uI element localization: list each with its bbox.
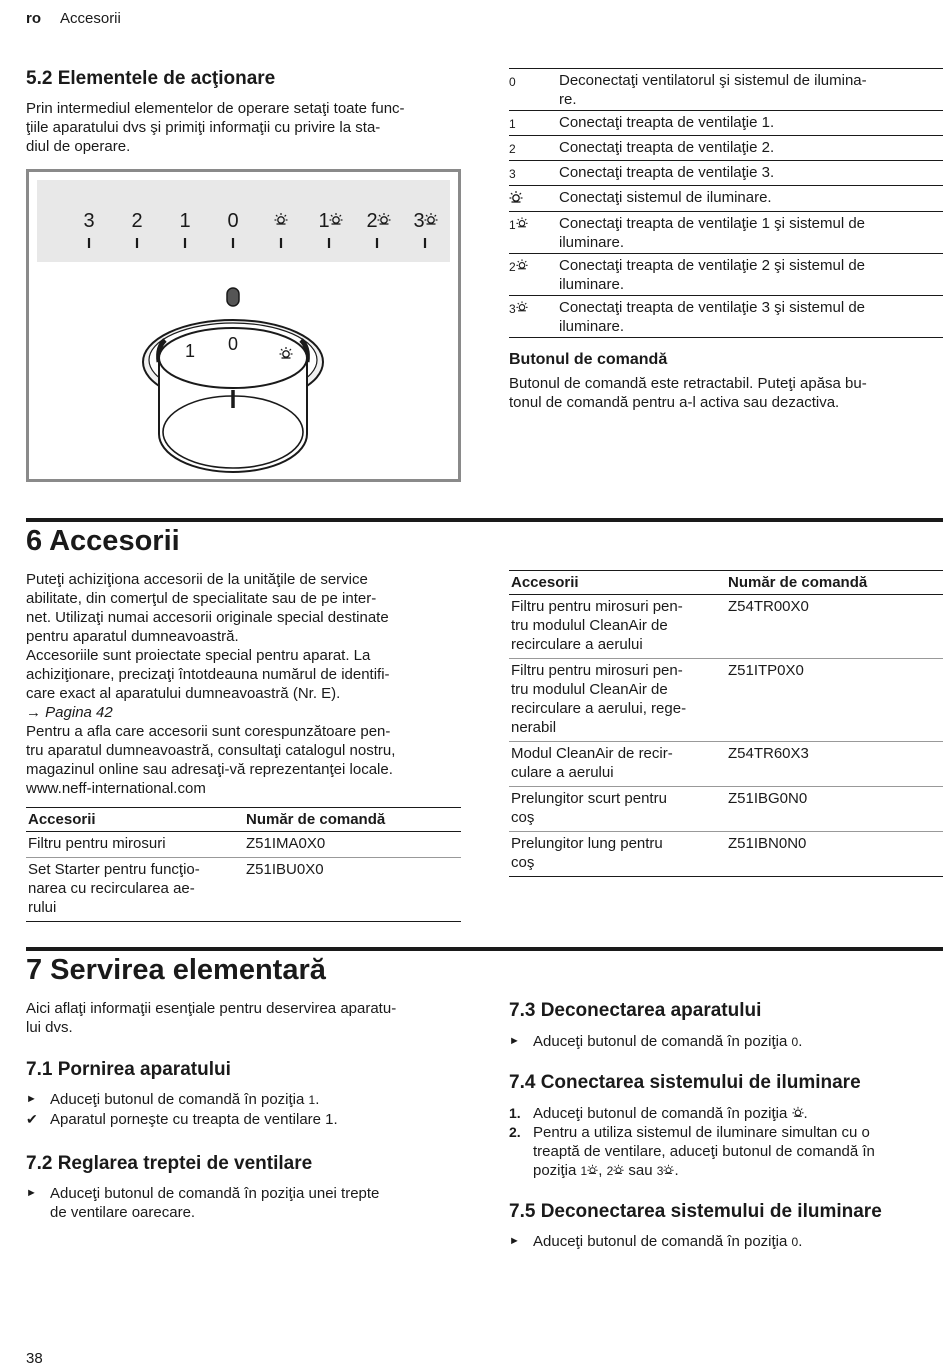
table-header-row: [26, 808, 461, 832]
chapter-6-body: [26, 570, 466, 798]
step-number: 1.: [509, 1105, 521, 1121]
section-5-2-intro: [26, 99, 466, 156]
order-number: Z51ITP0X0: [726, 659, 943, 742]
page-reference-link[interactable]: → Pagina 42: [26, 704, 113, 721]
section-5-2-title: 5.2 Elementele de acţionare: [26, 68, 276, 89]
control-knob-illustration: [29, 172, 458, 479]
website-link[interactable]: www.neff-international.com: [26, 780, 206, 797]
text-line: Aici aflaţi informaţii esenţiale pentru deservirea aparatu-: [26, 1000, 397, 1017]
knob-label-1: 1: [184, 341, 196, 361]
step-arrow-icon: ►: [26, 1093, 37, 1105]
table-row: [509, 742, 943, 787]
step-arrow-icon: ►: [509, 1235, 520, 1247]
position-symbol: 3: [656, 1164, 664, 1178]
accessory-name: Filtru pentru mirosuri: [26, 832, 244, 858]
scale-label-light-1: 1: [318, 210, 330, 232]
light-icon: [509, 190, 523, 204]
row-text: re.: [559, 91, 577, 108]
text-line: pentru aparatul dumneavoastră.: [26, 628, 239, 645]
button-description: [509, 374, 943, 412]
button-subtitle: Butonul de comandă: [509, 351, 668, 368]
list-item: ► Aduceţi butonul de comandă în poziţia 1.: [26, 1091, 320, 1108]
position-symbol: 1: [308, 1093, 316, 1107]
order-number: Z51IBU0X0: [244, 858, 461, 922]
list-item: 1. Aduceţi butonul de comandă în poziţia .: [509, 1105, 808, 1122]
section-7-4-steps: [509, 1104, 943, 1181]
section-7-2-title: 7.2 Reglarea treptei de ventilare: [26, 1153, 313, 1174]
order-number: Z51IMA0X0: [244, 832, 461, 858]
accessory-name: Set Starter pentru funcţio- narea cu recircularea ae- rului: [26, 858, 244, 922]
header-language: ro: [26, 10, 41, 27]
row-text: Conectaţi treapta de ventilaţie 2.: [559, 139, 775, 156]
table-row: [509, 659, 943, 742]
step-arrow-icon: ►: [26, 1187, 37, 1199]
list-item: ► Aduceţi butonul de comandă în poziţia 0.: [509, 1033, 803, 1050]
text-line: Accesoriile sunt proiectate special pentru aparat. La: [26, 647, 371, 664]
section-7-1-title: 7.1 Pornirea aparatului: [26, 1059, 231, 1080]
section-7-4-title: 7.4 Conectarea sistemului de iluminare: [509, 1072, 861, 1093]
row-text: Conectaţi treapta de ventilaţie 2 şi sistemul de: [559, 257, 865, 274]
header-title: Accesorii: [60, 10, 121, 27]
row-text: iluminare.: [559, 234, 625, 251]
page-number: 38: [26, 1350, 43, 1367]
position-symbol: 0: [791, 1035, 799, 1049]
text-line: care exact al aparatului dumneavoastră (Nr. E).: [26, 685, 341, 702]
light-icon: [613, 1164, 624, 1175]
light-icon: [516, 216, 528, 229]
text-line: achiziţionare, precizaţi întotdeauna numărul de identifi-: [26, 666, 390, 683]
step-arrow-icon: ►: [509, 1035, 520, 1047]
section-7-1-steps: [26, 1090, 466, 1129]
scale-label-3: 3: [83, 210, 95, 232]
text-line: Butonul de comandă este retractabil. Puteţi apăsa bu-: [509, 375, 867, 392]
order-number: Z51IBG0N0: [726, 787, 943, 832]
text-line: Pentru a afla care accesorii sunt corespunzătoare pen-: [26, 723, 391, 740]
row-text: Deconectaţi ventilatorul şi sistemul de ilumina-: [559, 72, 867, 89]
column-header-order-number: Număr de comandă: [726, 571, 943, 595]
position-symbol: 2: [509, 142, 516, 156]
position-number: 1: [509, 218, 516, 232]
section-7-3-steps: [509, 1032, 943, 1052]
table-row: [509, 212, 943, 254]
row-text: iluminare.: [559, 276, 625, 293]
scale-label-1: 1: [179, 210, 191, 232]
row-text: Conectaţi treapta de ventilaţie 1 şi sistemul de: [559, 215, 865, 232]
table-row: [509, 161, 943, 186]
position-number: 2: [509, 260, 516, 274]
position-symbol: [509, 188, 559, 210]
knob-label-0: 0: [227, 334, 239, 354]
position-symbol: [509, 214, 559, 252]
light-icon: [792, 1106, 804, 1118]
control-positions-table: [509, 68, 943, 338]
row-text: iluminare.: [559, 318, 625, 335]
scale-label-0: 0: [227, 210, 239, 232]
position-symbol: [509, 298, 559, 336]
accessory-name: Filtru pentru mirosuri pen- tru modulul CleanAir de recirculare a aerului, rege- nerabil: [509, 659, 726, 742]
light-icon: [663, 1164, 674, 1175]
scale-label-2: 2: [131, 210, 143, 232]
table-row: [26, 858, 461, 922]
chapter-6-title: 6 Accesorii: [26, 525, 180, 557]
position-symbol: 2: [606, 1164, 614, 1178]
chapter-7-intro: [26, 999, 466, 1037]
accessory-name: Prelungitor lung pentru coş: [509, 832, 726, 877]
order-number: Z51IBN0N0: [726, 832, 943, 877]
light-icon: [516, 300, 528, 313]
intro-line: ţiile aparatului dvs şi primiţi informaţii cu privire la sta-: [26, 119, 381, 136]
column-header-accessory: Accesorii: [26, 808, 244, 832]
list-item: ✔ Aparatul porneşte cu treapta de ventilare 1.: [26, 1111, 338, 1128]
light-icon: [516, 258, 528, 271]
table-header-row: [509, 571, 943, 595]
text-line: magazinul online sau adresaţi-vă reprezentanţei locale.: [26, 761, 393, 778]
light-icon: [587, 1164, 598, 1175]
row-text: Conectaţi sistemul de iluminare.: [559, 189, 772, 206]
table-row: [509, 787, 943, 832]
table-row: [509, 254, 943, 296]
text-line: Puteţi achiziţiona accesorii de la unităţile de service: [26, 571, 368, 588]
accessory-name: Prelungitor scurt pentru coş: [509, 787, 726, 832]
list-item: ► Aduceţi butonul de comandă în poziţia 0.: [509, 1233, 803, 1250]
table-row: [509, 832, 943, 877]
table-row: [509, 595, 943, 659]
section-7-5-steps: [509, 1232, 943, 1252]
accessories-table-left: [26, 807, 461, 922]
accessory-name: Modul CleanAir de recir- culare a aerului: [509, 742, 726, 787]
column-header-order-number: Număr de comandă: [244, 808, 461, 832]
position-symbol: 1: [509, 117, 516, 131]
row-text: Conectaţi treapta de ventilaţie 3.: [559, 164, 775, 181]
table-row: [509, 136, 943, 161]
chapter-rule: [26, 947, 943, 951]
scale-label-light-3: 3: [413, 210, 425, 232]
intro-line: Prin intermediul elementelor de operare setaţi toate func-: [26, 100, 405, 117]
list-item: ► Aduceţi butonul de comandă în poziţia unei trepte de ventilare oarecare.: [26, 1185, 380, 1221]
position-symbol: 0: [791, 1235, 799, 1249]
text-line: lui dvs.: [26, 1019, 73, 1036]
position-symbol: 0: [509, 75, 516, 89]
table-row: [509, 296, 943, 338]
table-row: [509, 111, 943, 136]
order-number: Z54TR60X3: [726, 742, 943, 787]
step-number: 2.: [509, 1124, 521, 1140]
indicator-lamp: [227, 288, 239, 306]
scale-label-light-2: 2: [366, 210, 378, 232]
table-row: [26, 832, 461, 858]
column-header-accessory: Accesorii: [509, 571, 726, 595]
text-line: tonul de comandă pentru a-l activa sau dezactiva.: [509, 394, 840, 411]
position-symbol: [509, 256, 559, 294]
chapter-rule: [26, 518, 943, 522]
text-line: tru aparatul dumneavoastră, consultaţi catalogul nostru,: [26, 742, 396, 759]
list-item: 2. Pentru a utiliza sistemul de iluminare simultan cu o treaptă de ventilare, aduceţi butonul de comandă în poziţia 1 , 2 sau 3 .: [509, 1124, 875, 1179]
position-symbol: 1: [580, 1164, 588, 1178]
text-line: net. Utilizaţi numai accesorii originale special destinate: [26, 609, 389, 626]
chapter-7-title: 7 Servirea elementară: [26, 954, 326, 986]
row-text: Conectaţi treapta de ventilaţie 1.: [559, 114, 775, 131]
table-row: [509, 186, 943, 212]
order-number: Z54TR00X0: [726, 595, 943, 659]
position-symbol: 3: [509, 167, 516, 181]
row-text: Conectaţi treapta de ventilaţie 3 şi sistemul de: [559, 299, 865, 316]
text-line: abilitate, din comerţul de specialitate sau de pe inter-: [26, 590, 377, 607]
position-number: 3: [509, 302, 516, 316]
checkmark-icon: ✔: [26, 1111, 38, 1127]
accessory-name: Filtru pentru mirosuri pen- tru modulul CleanAir de recirculare a aerului: [509, 595, 726, 659]
accessories-table-right: [509, 570, 943, 877]
control-knob-figure: [26, 169, 461, 482]
section-7-2-steps: [26, 1184, 466, 1222]
section-7-3-title: 7.3 Deconectarea aparatului: [509, 1000, 762, 1021]
section-7-5-title: 7.5 Deconectarea sistemului de iluminare: [509, 1201, 882, 1222]
intro-line: diul de operare.: [26, 138, 131, 155]
table-row: [509, 69, 943, 111]
